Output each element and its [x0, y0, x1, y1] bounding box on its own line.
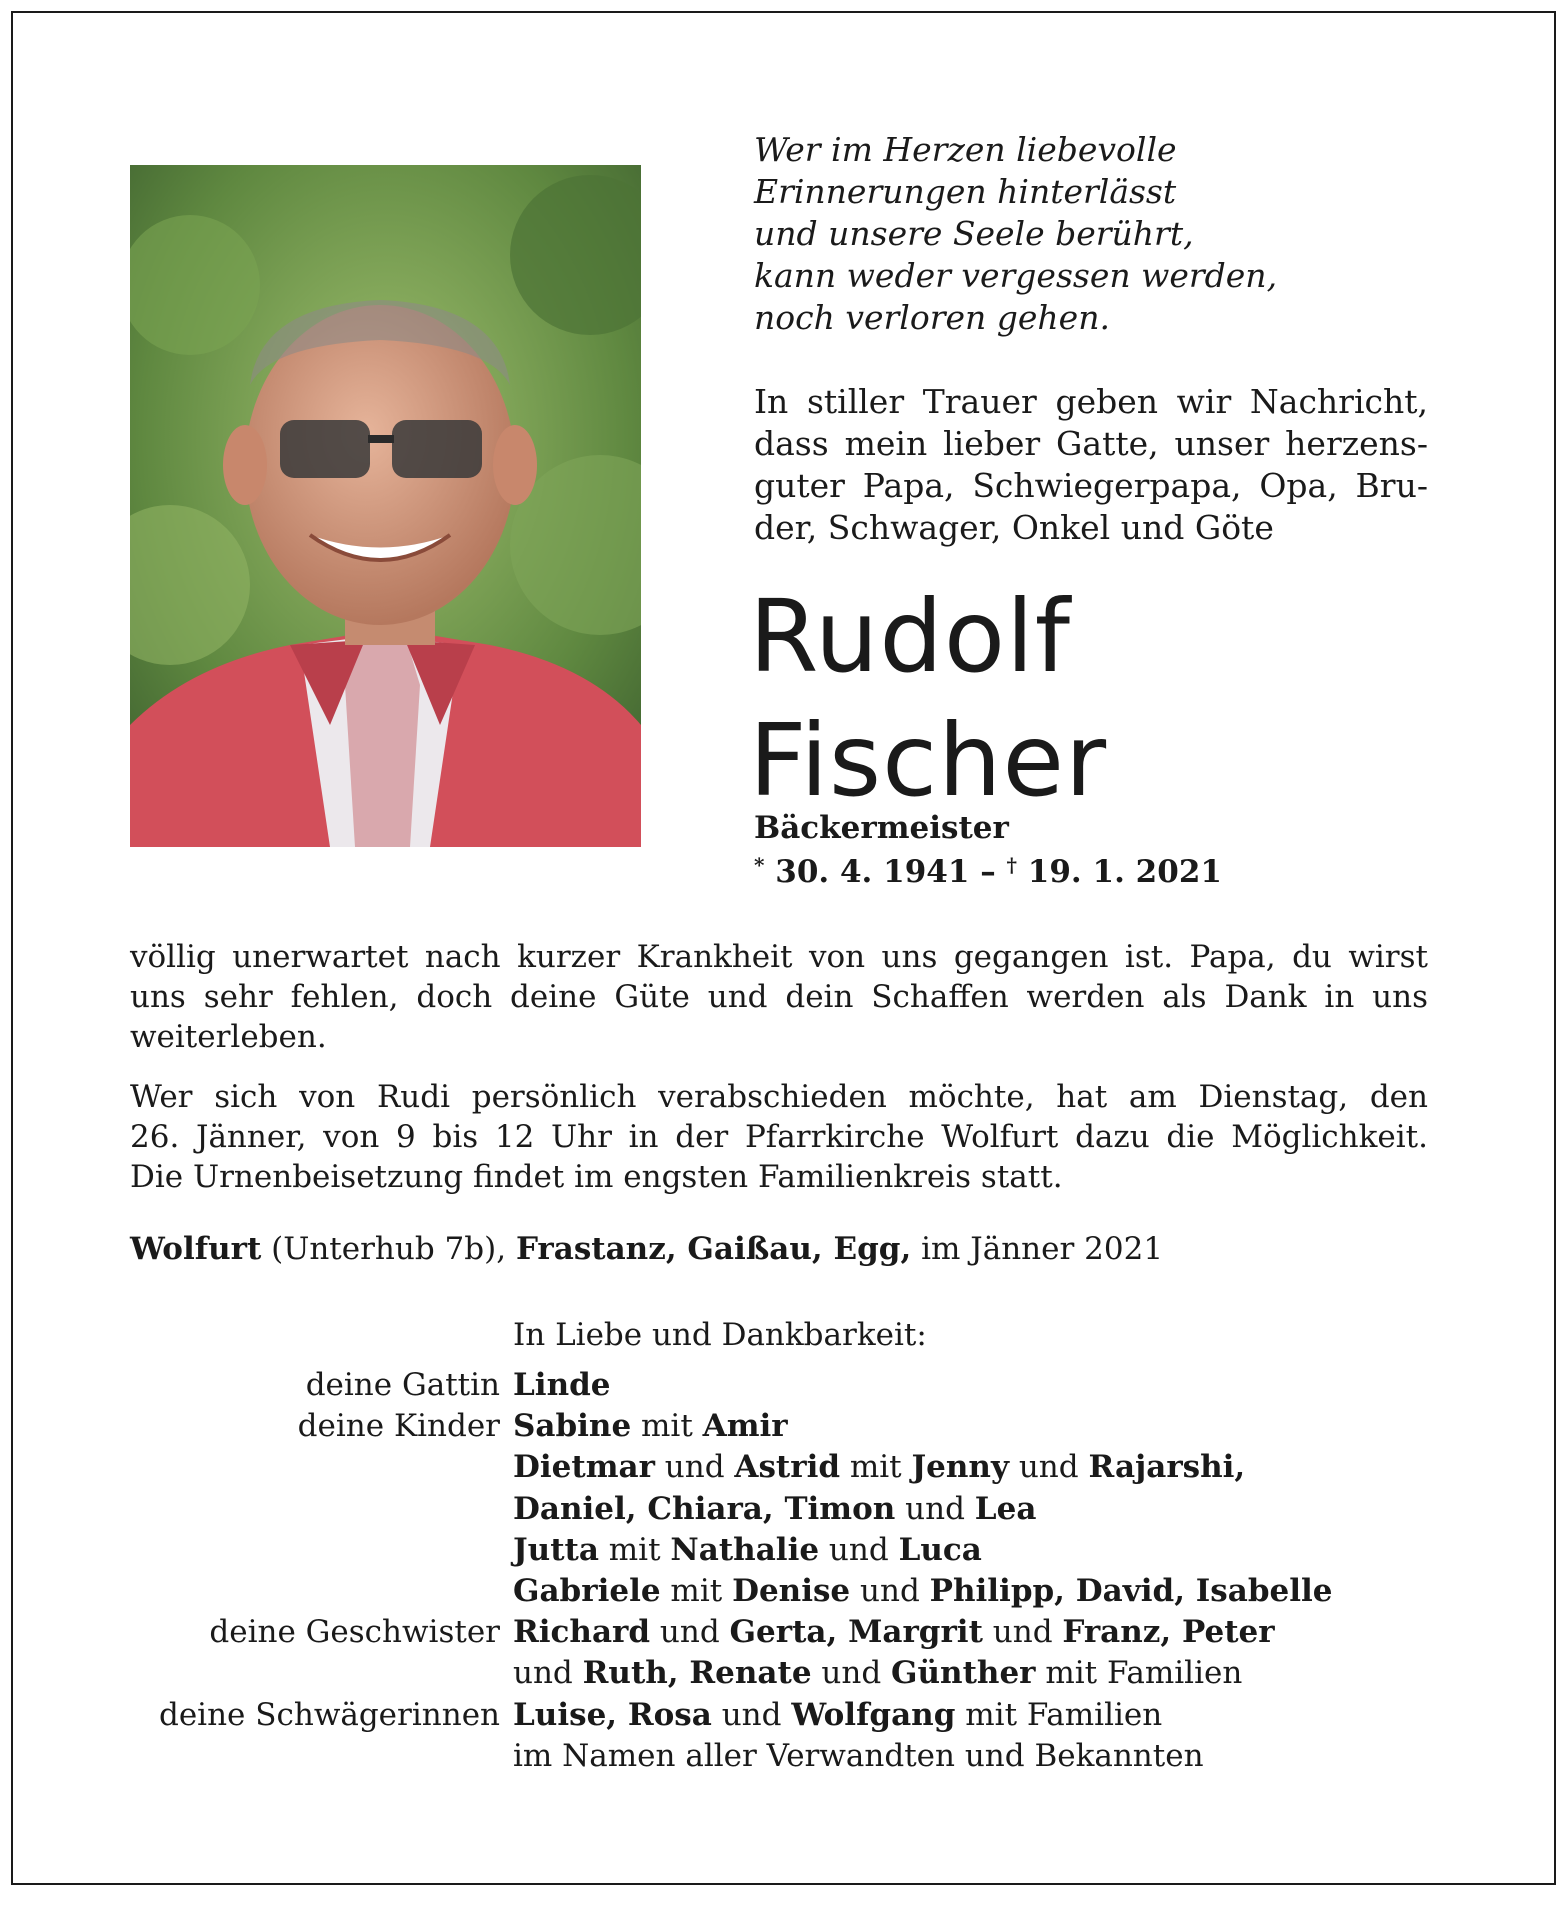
- life-dates: [754, 853, 1222, 890]
- family-connector: mit: [631, 1408, 703, 1445]
- family-connector: mit: [598, 1531, 671, 1568]
- deceased-name: [749, 575, 1449, 823]
- family-member-name: Nathalie: [670, 1531, 820, 1568]
- paragraph-line: 26. Jänner, von 9 bis 12 Uhr in der Pfarrkirche Wolfurt dazu die Möglichkeit.: [130, 1119, 1428, 1155]
- family-member-name: Wolfgang: [791, 1696, 956, 1733]
- thanks-label: In Liebe und Dankbarkeit:: [513, 1317, 927, 1353]
- family-names: [513, 1530, 982, 1571]
- family-role: deine Geschwister: [209, 1614, 500, 1651]
- family-member-name: Astrid: [734, 1449, 841, 1486]
- death-date: 19. 1. 2021: [1027, 854, 1222, 890]
- poem-line: Wer im Herzen liebevolle: [754, 130, 1177, 169]
- family-row: [13, 1489, 1533, 1530]
- family-member-name: Daniel, Chiara, Timon: [513, 1490, 896, 1527]
- family-names: [513, 1736, 1204, 1777]
- paragraph-line: weiterleben.: [130, 1019, 327, 1055]
- place-other-towns: Frastanz, Gaißau, Egg,: [515, 1231, 912, 1267]
- family-member-name: Jenny: [911, 1449, 1009, 1486]
- family-row: [13, 1447, 1533, 1488]
- family-row: [13, 1653, 1533, 1694]
- intro-line: der, Schwager, Onkel und Göte: [754, 508, 1274, 547]
- family-names: [513, 1447, 1245, 1488]
- date-separator: –: [969, 854, 1007, 890]
- family-row: [13, 1571, 1533, 1612]
- birth-symbol: *: [754, 853, 765, 877]
- family-names: [513, 1571, 1333, 1612]
- poem-line: noch verloren gehen.: [754, 298, 1110, 337]
- family-member-name: Ruth, Renate: [582, 1655, 812, 1692]
- family-connector: im Namen aller Verwandten und Bekannten: [513, 1737, 1204, 1774]
- family-names: [513, 1406, 788, 1447]
- family-connector: mit Familien: [1035, 1655, 1243, 1692]
- intro-line: guter Papa, Schwiegerpapa, Opa, Bru-: [754, 466, 1428, 505]
- family-member-name: Jutta: [513, 1531, 599, 1568]
- family-row: [13, 1612, 1533, 1653]
- family-member-name: Linde: [513, 1367, 611, 1403]
- family-role: [13, 1447, 513, 1488]
- family-row: [13, 1695, 1533, 1736]
- paragraph-farewell: [130, 1077, 1428, 1197]
- portrait-illustration: [130, 165, 641, 847]
- family-row: [13, 1736, 1533, 1777]
- poem-line: kann weder vergessen werden,: [754, 256, 1278, 295]
- poem-line: Erinnerungen hinterlässt: [754, 172, 1177, 211]
- intro-line: dass mein lieber Gatte, unser herzens-: [754, 424, 1428, 463]
- family-names: [513, 1612, 1275, 1653]
- family-connector: und: [1008, 1449, 1089, 1486]
- place-address: (Unterhub 7b),: [261, 1231, 516, 1267]
- family-role: deine Gattin: [305, 1367, 500, 1403]
- family-member-name: Luise, Rosa: [513, 1696, 712, 1733]
- family-names: [513, 1365, 611, 1406]
- family-member-name: Denise: [732, 1573, 851, 1610]
- family-member-name: Lea: [974, 1490, 1037, 1527]
- family-connector: und: [654, 1449, 735, 1486]
- paragraph-line: uns sehr fehlen, doch deine Güte und dein Schaffen werden als Dank in uns: [130, 979, 1428, 1015]
- family-member-name: Günther: [891, 1655, 1036, 1692]
- family-connector: und: [650, 1614, 730, 1651]
- last-name: Fischer: [749, 702, 1108, 819]
- family-role: [13, 1736, 513, 1777]
- family-member-name: Rajarshi,: [1088, 1449, 1246, 1486]
- family-names: [513, 1653, 1242, 1694]
- paragraph-passing: [130, 937, 1428, 1057]
- intro-line: In stiller Trauer geben wir Nachricht,: [754, 382, 1428, 421]
- poem-line: und unsere Seele berührt,: [754, 214, 1194, 253]
- paragraph-line: völlig unerwartet nach kurzer Krankheit von uns gegangen ist. Papa, du wirst: [130, 939, 1428, 975]
- family-connector: mit Familien: [955, 1696, 1163, 1733]
- place-town: Wolfurt: [130, 1231, 262, 1267]
- family-connector: und: [850, 1573, 930, 1610]
- family-connector: und: [711, 1696, 792, 1733]
- family-role: deine Kinder: [297, 1408, 500, 1445]
- paragraph-line: Die Urnenbeisetzung findet im engsten Familienkreis statt.: [130, 1159, 1063, 1195]
- portrait-photo: [130, 165, 641, 847]
- family-member-name: Sabine: [513, 1408, 632, 1445]
- family-role: [13, 1489, 513, 1530]
- family-connector: mit: [840, 1449, 912, 1486]
- place-date: im Jänner 2021: [911, 1231, 1164, 1267]
- family-row: [13, 1406, 1533, 1447]
- first-name: Rudolf: [749, 578, 1072, 695]
- family-connector: und: [895, 1490, 975, 1527]
- obituary-page: [11, 11, 1556, 1885]
- family-connector: und: [982, 1614, 1063, 1651]
- family-names: [513, 1695, 1162, 1736]
- family-member-name: Gerta, Margrit: [729, 1614, 983, 1651]
- family-names: [513, 1489, 1036, 1530]
- family-role: [13, 1653, 513, 1694]
- family-connector: und: [819, 1531, 899, 1568]
- place-and-date: [130, 1231, 1163, 1267]
- family-row: [13, 1365, 1533, 1406]
- family-role: [13, 1530, 513, 1571]
- family-member-name: Gabriele: [513, 1573, 661, 1610]
- announcement-intro: [754, 381, 1428, 549]
- death-symbol: †: [1006, 853, 1017, 877]
- family-member-name: Amir: [702, 1408, 788, 1445]
- family-connector: und: [811, 1655, 892, 1692]
- family-member-name: Philipp, David, Isabelle: [929, 1573, 1333, 1610]
- family-role: deine Schwägerinnen: [158, 1696, 500, 1733]
- memorial-poem: [754, 129, 1454, 339]
- family-list: [13, 1365, 1533, 1777]
- profession: Bäckermeister: [754, 810, 1009, 846]
- paragraph-line: Wer sich von Rudi persönlich verabschieden möchte, hat am Dienstag, den: [130, 1079, 1428, 1115]
- family-member-name: Luca: [898, 1531, 982, 1568]
- family-connector: und: [513, 1655, 583, 1692]
- family-member-name: Richard: [513, 1614, 651, 1651]
- family-connector: mit: [660, 1573, 733, 1610]
- family-member-name: Dietmar: [513, 1449, 655, 1486]
- birth-date: 30. 4. 1941: [775, 854, 970, 890]
- family-row: [13, 1530, 1533, 1571]
- family-member-name: Franz, Peter: [1062, 1614, 1275, 1651]
- family-role: [13, 1571, 513, 1612]
